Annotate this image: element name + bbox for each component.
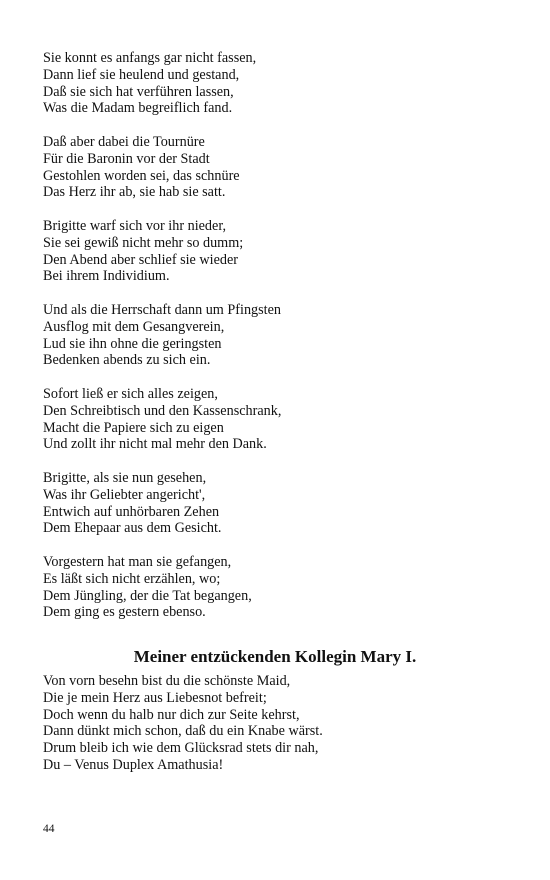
stanza-3 — [43, 218, 513, 285]
verse-line: Brigitte, als sie nun gesehen, — [43, 469, 207, 486]
verse-line: Drum bleib ich wie dem Glücksrad stets dir nah, — [43, 740, 319, 757]
stanza-6 — [43, 470, 513, 537]
page-number: 44 — [43, 823, 55, 835]
stanza-1 — [43, 50, 513, 117]
verse-line: Brigitte warf sich vor ihr nieder, — [43, 217, 227, 234]
verse-line: Das Herz ihr ab, sie hab sie satt. — [43, 184, 226, 201]
verse-line: Sie sei gewiß nicht mehr so dumm; — [43, 234, 244, 251]
verse-line: Und zollt ihr nicht mal mehr den Dank. — [43, 436, 267, 453]
verse-line: Ausflog mit dem Gesangverein, — [43, 318, 225, 335]
verse-line: Dem ging es gestern ebenso. — [43, 604, 206, 621]
second-poem — [43, 673, 513, 774]
stanza-2 — [43, 134, 513, 201]
verse-line: Für die Baronin vor der Stadt — [43, 150, 210, 167]
verse-line: Und als die Herrschaft dann um Pfingsten — [43, 301, 281, 318]
verse-line: Es läßt sich nicht erzählen, wo; — [43, 570, 221, 587]
verse-line: Lud sie ihn ohne die geringsten — [43, 335, 222, 352]
verse-line: Bei ihrem Individium. — [43, 268, 170, 285]
stanza-5 — [43, 386, 513, 453]
verse-line: Doch wenn du halb nur dich zur Seite kehrst, — [43, 706, 300, 723]
verse-line: Dann lief sie heulend und gestand, — [43, 66, 240, 83]
verse-line: Was ihr Geliebter angericht', — [43, 486, 206, 503]
verse-line: Dem Jüngling, der die Tat begangen, — [43, 587, 252, 604]
poem-continuation — [43, 50, 513, 638]
stanza-4 — [43, 302, 513, 369]
verse-line: Den Schreibtisch und den Kassenschrank, — [43, 402, 282, 419]
verse-line: Daß sie sich hat verführen lassen, — [43, 83, 234, 100]
verse-line: Daß aber dabei die Tournüre — [43, 133, 205, 150]
verse-line: Dem Ehepaar aus dem Gesicht. — [43, 520, 222, 537]
verse-line: Was die Madam begreiflich fand. — [43, 100, 233, 117]
verse-line: Von vorn besehn bist du die schönste Maid, — [43, 673, 291, 689]
verse-line: Die je mein Herz aus Liebesnot befreit; — [43, 689, 267, 706]
verse-line: Du – Venus Duplex Amathusia! — [43, 756, 224, 773]
verse-line: Vorgestern hat man sie gefangen, — [43, 553, 232, 570]
verse-line: Den Abend aber schlief sie wieder — [43, 251, 239, 268]
verse-line: Gestohlen worden sei, das schnüre — [43, 167, 240, 184]
verse-line: Sofort ließ er sich alles zeigen, — [43, 385, 218, 402]
verse-line: Macht die Papiere sich zu eigen — [43, 419, 224, 436]
stanza-7 — [43, 554, 513, 621]
verse-line: Dann dünkt mich schon, daß du ein Knabe wärst. — [43, 723, 323, 740]
verse-line: Bedenken abends zu sich ein. — [43, 352, 211, 369]
verse-line: Sie konnt es anfangs gar nicht fassen, — [43, 50, 257, 66]
poem-title: Meiner entzückenden Kollegin Mary I. — [133, 647, 417, 666]
verse-line: Entwich auf unhörbaren Zehen — [43, 503, 220, 520]
